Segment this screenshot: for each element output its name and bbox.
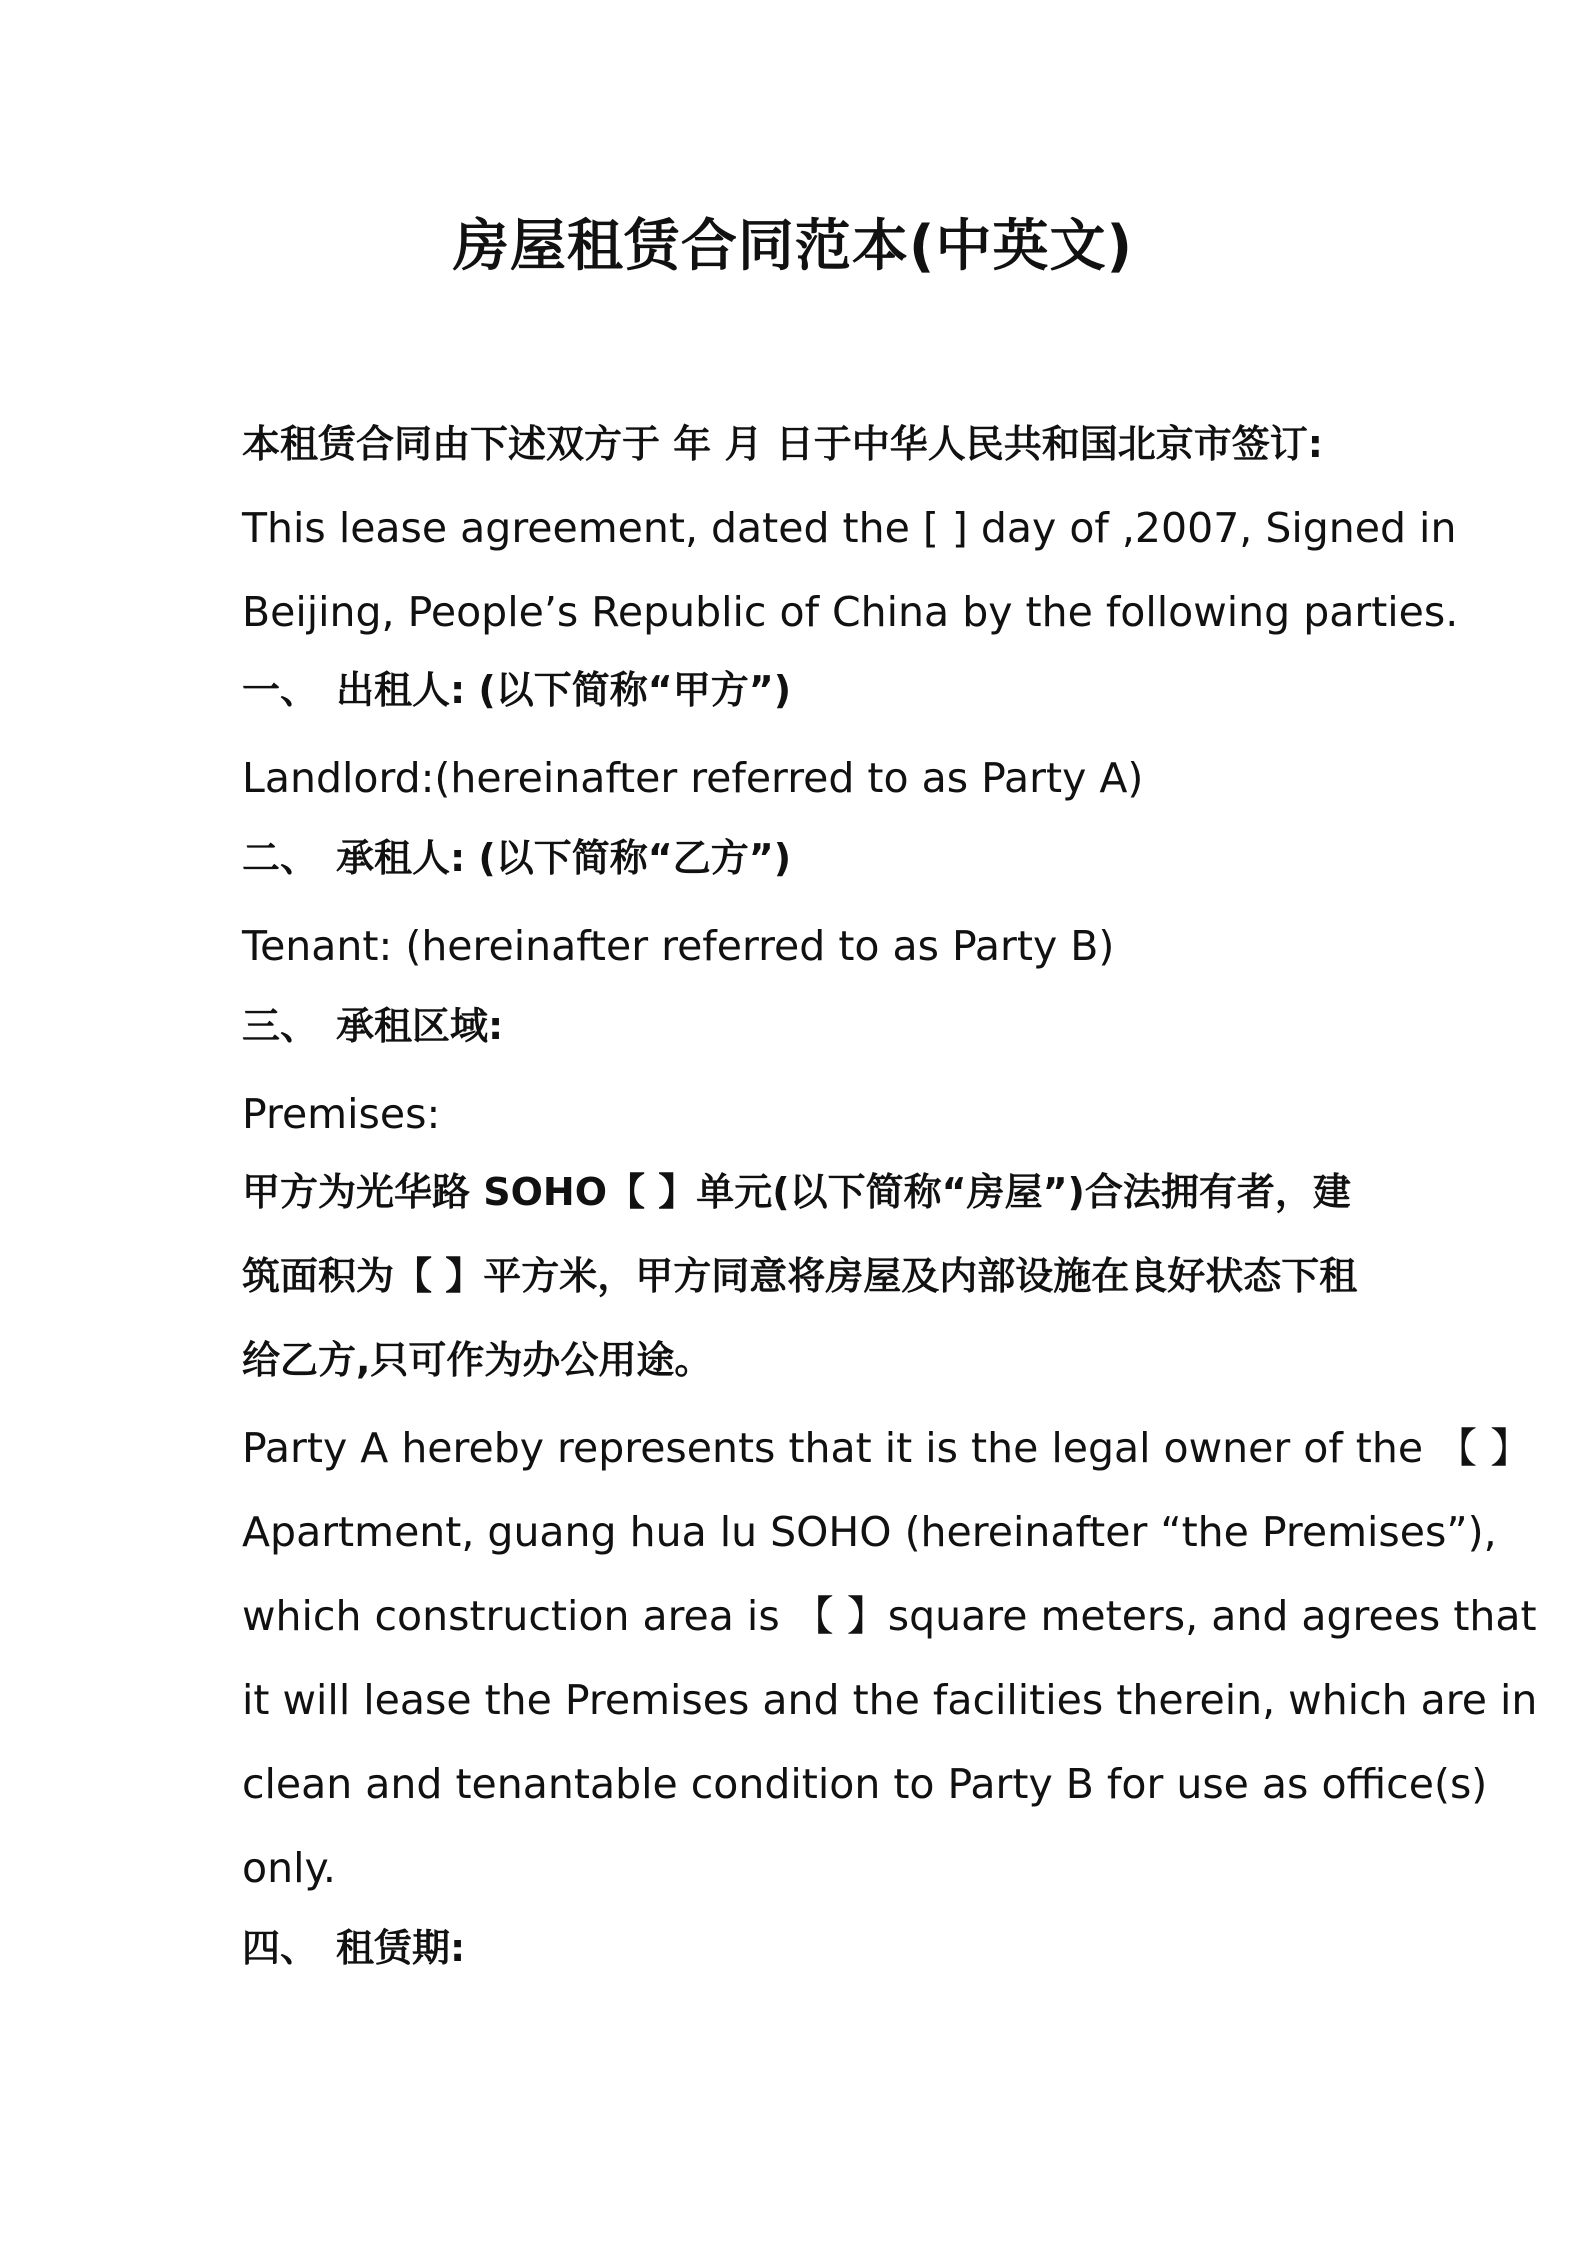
section-3-chinese-line-3: 给乙方,只可作为办公用途。	[242, 1338, 713, 1382]
section-3-english-line-4: it will lease the Premises and the facilities therein, which are in	[242, 1676, 1538, 1724]
document-title: 房屋租赁合同范本(中英文)	[452, 214, 1134, 279]
section-4-number: 四、	[242, 1926, 319, 1970]
section-1-label: 出租人: (以下简称“甲方”)	[336, 668, 792, 712]
section-3-english-label: Premises:	[242, 1090, 441, 1138]
section-3-heading	[242, 1000, 1372, 1052]
section-3-number: 三、	[242, 1004, 319, 1048]
intro-chinese: 本租赁合同由下述双方于 年 月 日于中华人民共和国北京市签订:	[242, 422, 1323, 466]
section-2-label: 承租人: (以下简称“乙方”)	[336, 836, 792, 880]
section-3-chinese-line-2: 筑面积为【 】平方米，甲方同意将房屋及内部设施在良好状态下租	[242, 1254, 1358, 1298]
section-3-english-line-3: which construction area is 【 】square meters, and agrees that	[242, 1592, 1537, 1640]
intro-english-line-2: Beijing, People’s Republic of China by the following parties.	[242, 588, 1459, 636]
intro-english-line-1: This lease agreement, dated the [ ] day of ,2007, Signed in	[242, 504, 1457, 552]
section-2-number: 二、	[242, 836, 319, 880]
section-2-heading	[242, 832, 1372, 884]
section-4-heading	[242, 1922, 1372, 1974]
section-3-english-line-2: Apartment, guang hua lu SOHO (hereinafter “the Premises”),	[242, 1508, 1497, 1556]
section-3-label: 承租区域:	[336, 1004, 504, 1048]
section-1-english: Landlord:(hereinafter referred to as Party A)	[242, 754, 1144, 802]
section-1-number: 一、	[242, 668, 319, 712]
section-4-label: 租赁期:	[336, 1926, 466, 1970]
section-3-english-line-1: Party A hereby represents that it is the legal owner of the 【 】	[242, 1424, 1532, 1472]
section-3-chinese-line-1: 甲方为光华路 SOHO【 】单元(以下简称“房屋”)合法拥有者，建	[242, 1170, 1351, 1214]
section-2-english: Tenant: (hereinafter referred to as Party B)	[242, 922, 1115, 970]
section-3-english-line-5: clean and tenantable condition to Party B for use as office(s)	[242, 1760, 1488, 1808]
section-3-english-line-6: only.	[242, 1844, 336, 1892]
section-1-heading	[242, 664, 1372, 716]
